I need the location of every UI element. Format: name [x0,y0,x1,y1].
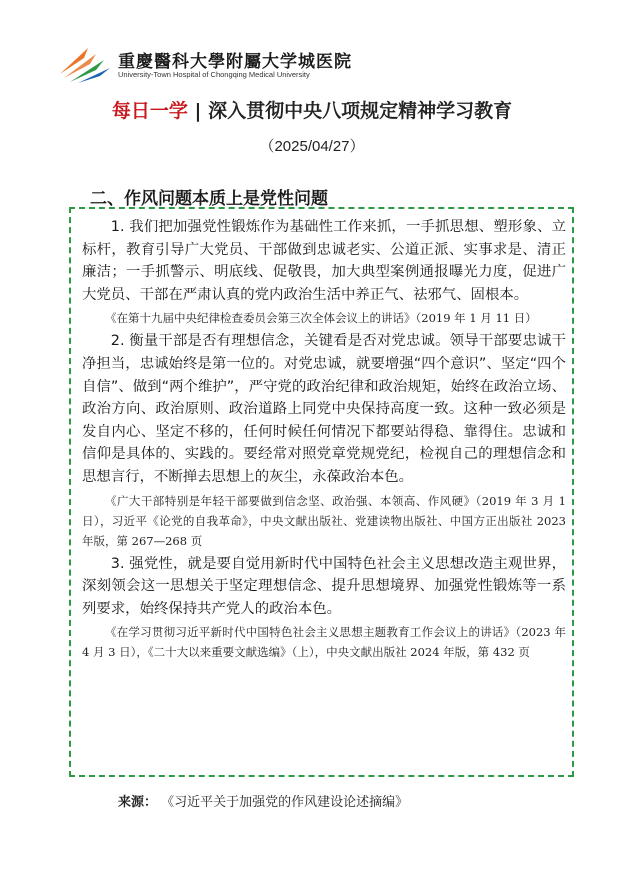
source-line [118,791,408,810]
title-separator: | [194,100,202,122]
item-3-citation: 《在学习贯彻习近平新时代中国特色社会主义思想主题教育工作会议上的讲话》（2023 年 4 月 3 日），《二十大以来重要文献选编》（上），中央文献出版社 2024 年版，第 432 页 [82,625,566,660]
source-label: 来源： [118,795,158,810]
source-text: 《习近平关于加强党的作风建设论述摘编》 [161,795,409,810]
publish-date: （2025/04/27） [259,138,365,155]
content-area [82,216,566,664]
item-2-citation: 《广大干部特别是年轻干部要做到信念坚、政治强、本领高、作风硬》（2019 年 3 月 1 日），习近平《论党的自我革命》，中央文献出版社、党建读物出版社、中国方正出版社 2023 年版，第 267—268 页 [82,493,566,548]
item-2-text: 2. 衡量干部是否有理想信念，关键看是否对党忠诚。领导干部要忠诚干净担当，忠诚始终是第一位的。对党忠诚，就要增强“四个意识”、坚定“四个自信”、做到“两个维护”，严守党的政治纪律和政治规矩，始终在政治立场、政治方向、政治原则、政治道路上同党中央保持高度一致。这种一致必须是发自内心、坚定不移的，任何时候任何情况下都要站得稳、靠得住。忠诚和信仰是具体的、实践的。要经常对照党章党规党纪，检视自己的理想信念和思想言行，不断掸去思想上的灰尘，永葆政治本色。 [82,333,566,485]
hospital-name-cn: 重慶醫科大學附屬大学城医院 [118,52,352,72]
page-title [0,96,624,123]
title-prefix: 每日一学 [111,100,188,122]
item-1-text: 1. 我们把加强党性锻炼作为基础性工作来抓，一手抓思想、塑形象、立标杆，教育引导广大党员、干部做到忠诚老实、公道正派、实事求是、清正廉洁；一手抓警示、明底线、促敬畏，加大典型案例通报曝光力度，促进广大党员、干部在严肃认真的党内政治生活中养正气、祛邪气、固根本。 [82,219,566,303]
hospital-logo-icon [58,44,112,84]
item-3-text: 3. 强党性，就是要自觉用新时代中国特色社会主义思想改造主观世界，深刻领会这一思想关于坚定理想信念、提升思想境界、加强党性锻炼等一系列要求，始终保持共产党人的政治本色。 [82,555,566,617]
item-1-citation: 《在第十九届中央纪律检查委员会第三次全体会议上的讲话》（2019 年 1 月 11 日） [105,311,537,326]
title-main: 深入贯彻中央八项规定精神学习教育 [208,100,513,122]
hospital-name-en: University-Town Hospital of Chongqing Medical University [118,70,310,79]
section-title: 二、作风问题本质上是党性问题 [90,189,328,209]
